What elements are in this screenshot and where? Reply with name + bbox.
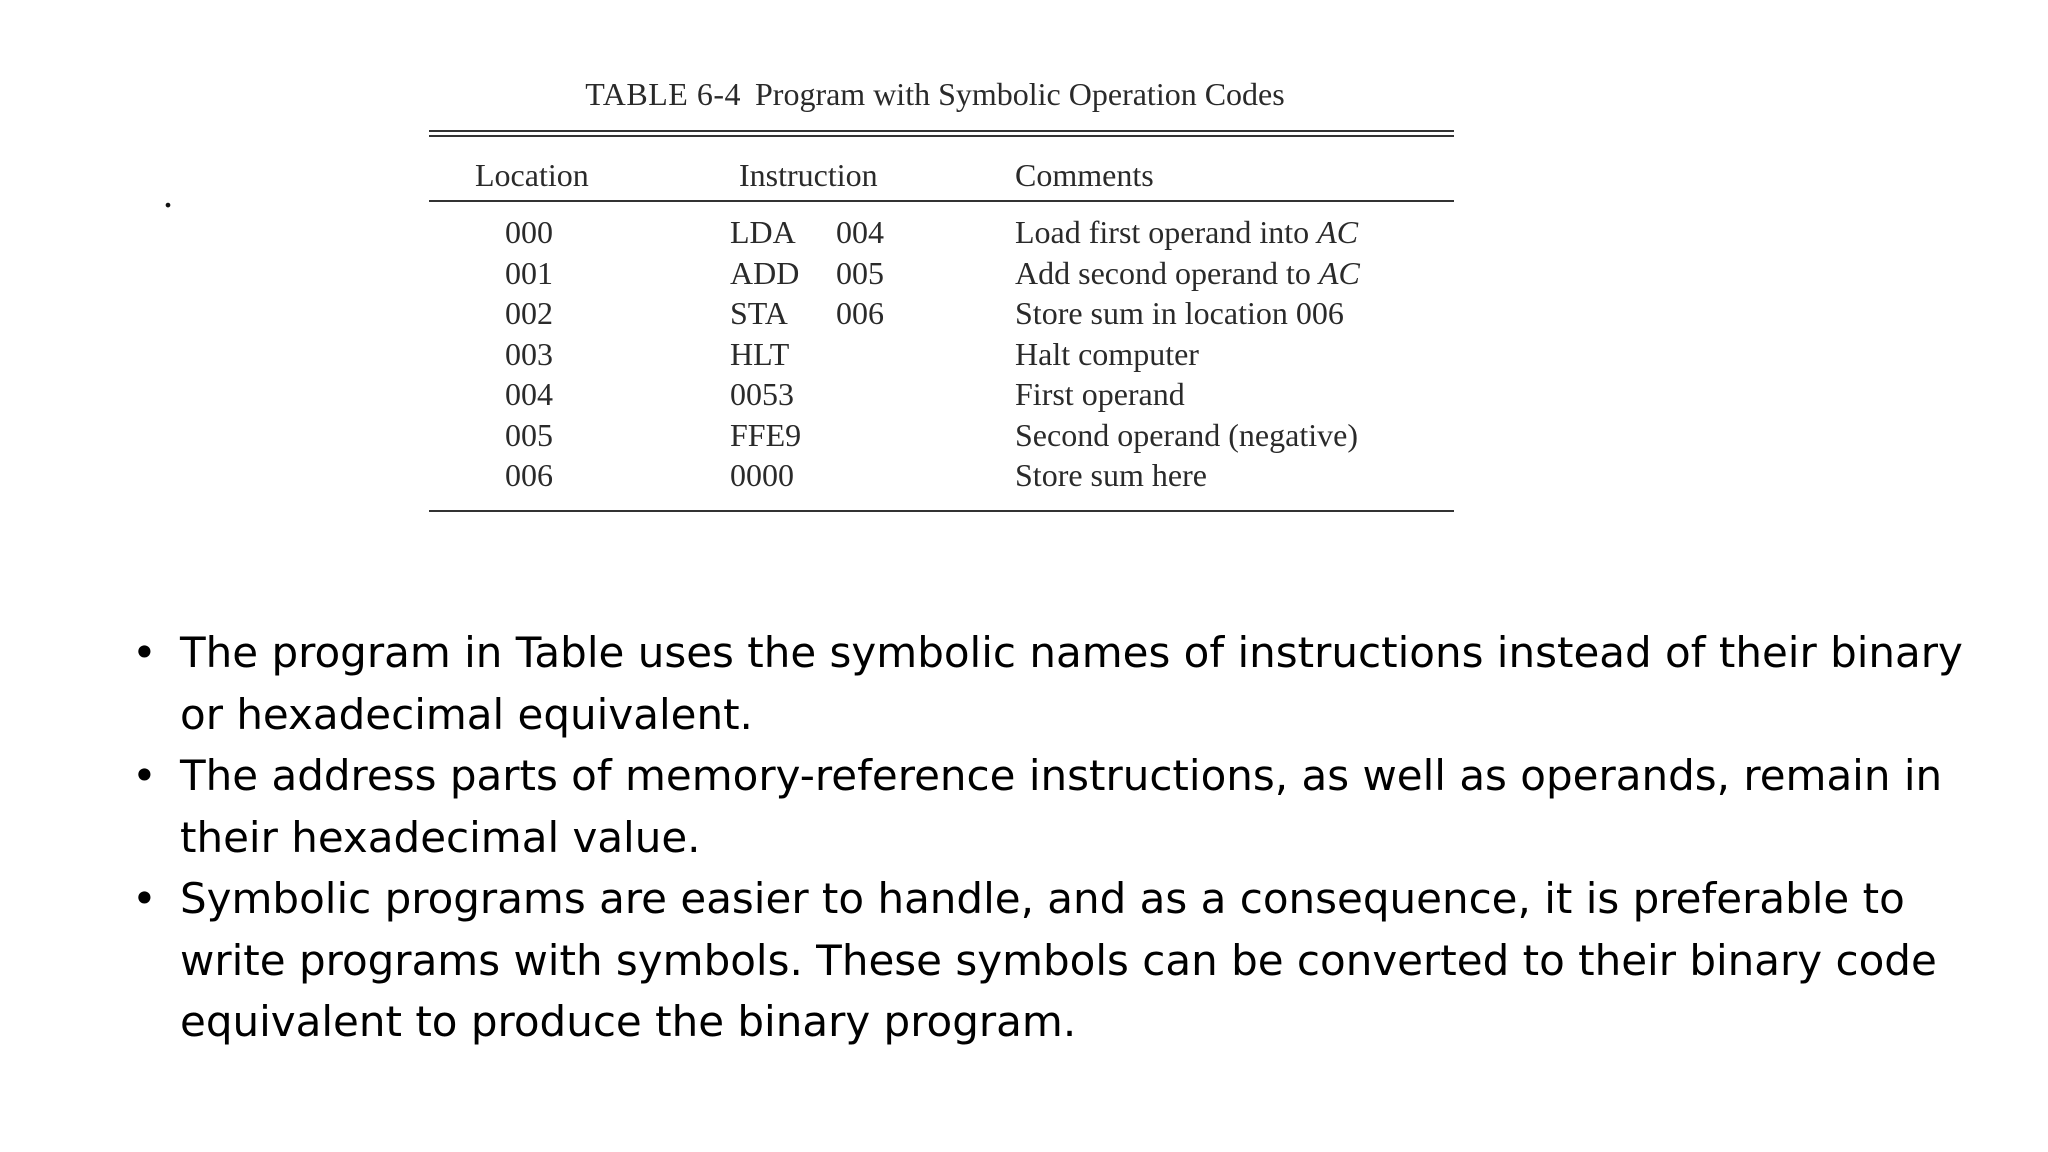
bullet-mark: •: [132, 628, 157, 677]
table-row: [429, 293, 1454, 334]
bullet-mark: •: [132, 874, 157, 923]
comment-text: Load first operand into: [1015, 214, 1318, 250]
cell-comment: [1015, 374, 1185, 414]
cell-comment: [1015, 212, 1358, 252]
cell-opcode: FFE9: [730, 416, 802, 453]
table-body: [429, 202, 1454, 512]
table-row: [429, 334, 1454, 375]
bullet-mark: •: [132, 751, 157, 800]
cell-comment: [1015, 455, 1207, 495]
stray-dot: .: [163, 171, 173, 216]
cell-opcode: HLT: [730, 335, 790, 372]
bullet-list: [132, 622, 1992, 1053]
header-instruction: Instruction: [739, 157, 878, 193]
cell-location: 002: [505, 295, 553, 331]
cell-location: 005: [505, 416, 553, 453]
comment-text: Halt computer: [1015, 335, 1199, 372]
comment-register: AC: [1318, 254, 1360, 291]
header-comments: Comments: [1015, 157, 1154, 193]
comment-text: Store sum in location 006: [1015, 295, 1344, 331]
comment-text: Add second operand to: [1015, 254, 1319, 291]
cell-opcode: STA: [730, 295, 788, 331]
cell-location: 001: [505, 254, 553, 291]
caption-number: TABLE 6-4: [585, 76, 741, 112]
comment-text: Second operand (negative): [1015, 416, 1358, 453]
cell-location: 004: [505, 376, 553, 412]
table-row: [429, 415, 1454, 456]
table-caption: [416, 74, 1454, 114]
cell-location: 006: [505, 457, 553, 493]
cell-opcode: ADD: [730, 254, 800, 291]
table-row: [429, 253, 1454, 294]
cell-opcode: 0000: [730, 457, 794, 493]
cell-comment: [1015, 334, 1199, 374]
table-row: [429, 455, 1454, 496]
cell-comment: [1015, 253, 1360, 293]
table-figure: [429, 74, 1454, 512]
top-double-rule: [429, 130, 1454, 137]
table-row: [429, 212, 1454, 253]
cell-address: 004: [836, 214, 884, 250]
comment-text: Store sum here: [1015, 457, 1207, 493]
cell-comment: [1015, 415, 1358, 455]
bullet-text: The address parts of memory-reference instructions, as well as operands, remain in their hexadecimal value.: [180, 751, 1943, 862]
cell-comment: [1015, 293, 1344, 333]
program-table: [429, 137, 1454, 512]
cell-opcode: 0053: [730, 376, 794, 412]
comment-register: AC: [1317, 214, 1359, 250]
cell-location: 000: [505, 214, 553, 250]
header-location: Location: [475, 157, 589, 193]
cell-address: 005: [836, 254, 884, 291]
bullet-text: Symbolic programs are easier to handle, and as a consequence, it is preferable to write programs with symbols. These symbols can be converted to their binary code equivalent to produce the binary program.: [180, 874, 1937, 1046]
cell-opcode: LDA: [730, 214, 796, 250]
cell-location: 003: [505, 335, 553, 372]
cell-address: 006: [836, 295, 884, 331]
bullet-item: [132, 745, 1992, 868]
bullet-text: The program in Table uses the symbolic names of instructions instead of their binary or hexadecimal equivalent.: [180, 628, 1963, 739]
caption-title: Program with Symbolic Operation Codes: [754, 76, 1285, 112]
table-header-row: [429, 137, 1454, 202]
table-row: [429, 374, 1454, 415]
bullet-item: [132, 868, 1992, 1053]
comment-text: First operand: [1015, 376, 1185, 412]
bullet-item: [132, 622, 1992, 745]
